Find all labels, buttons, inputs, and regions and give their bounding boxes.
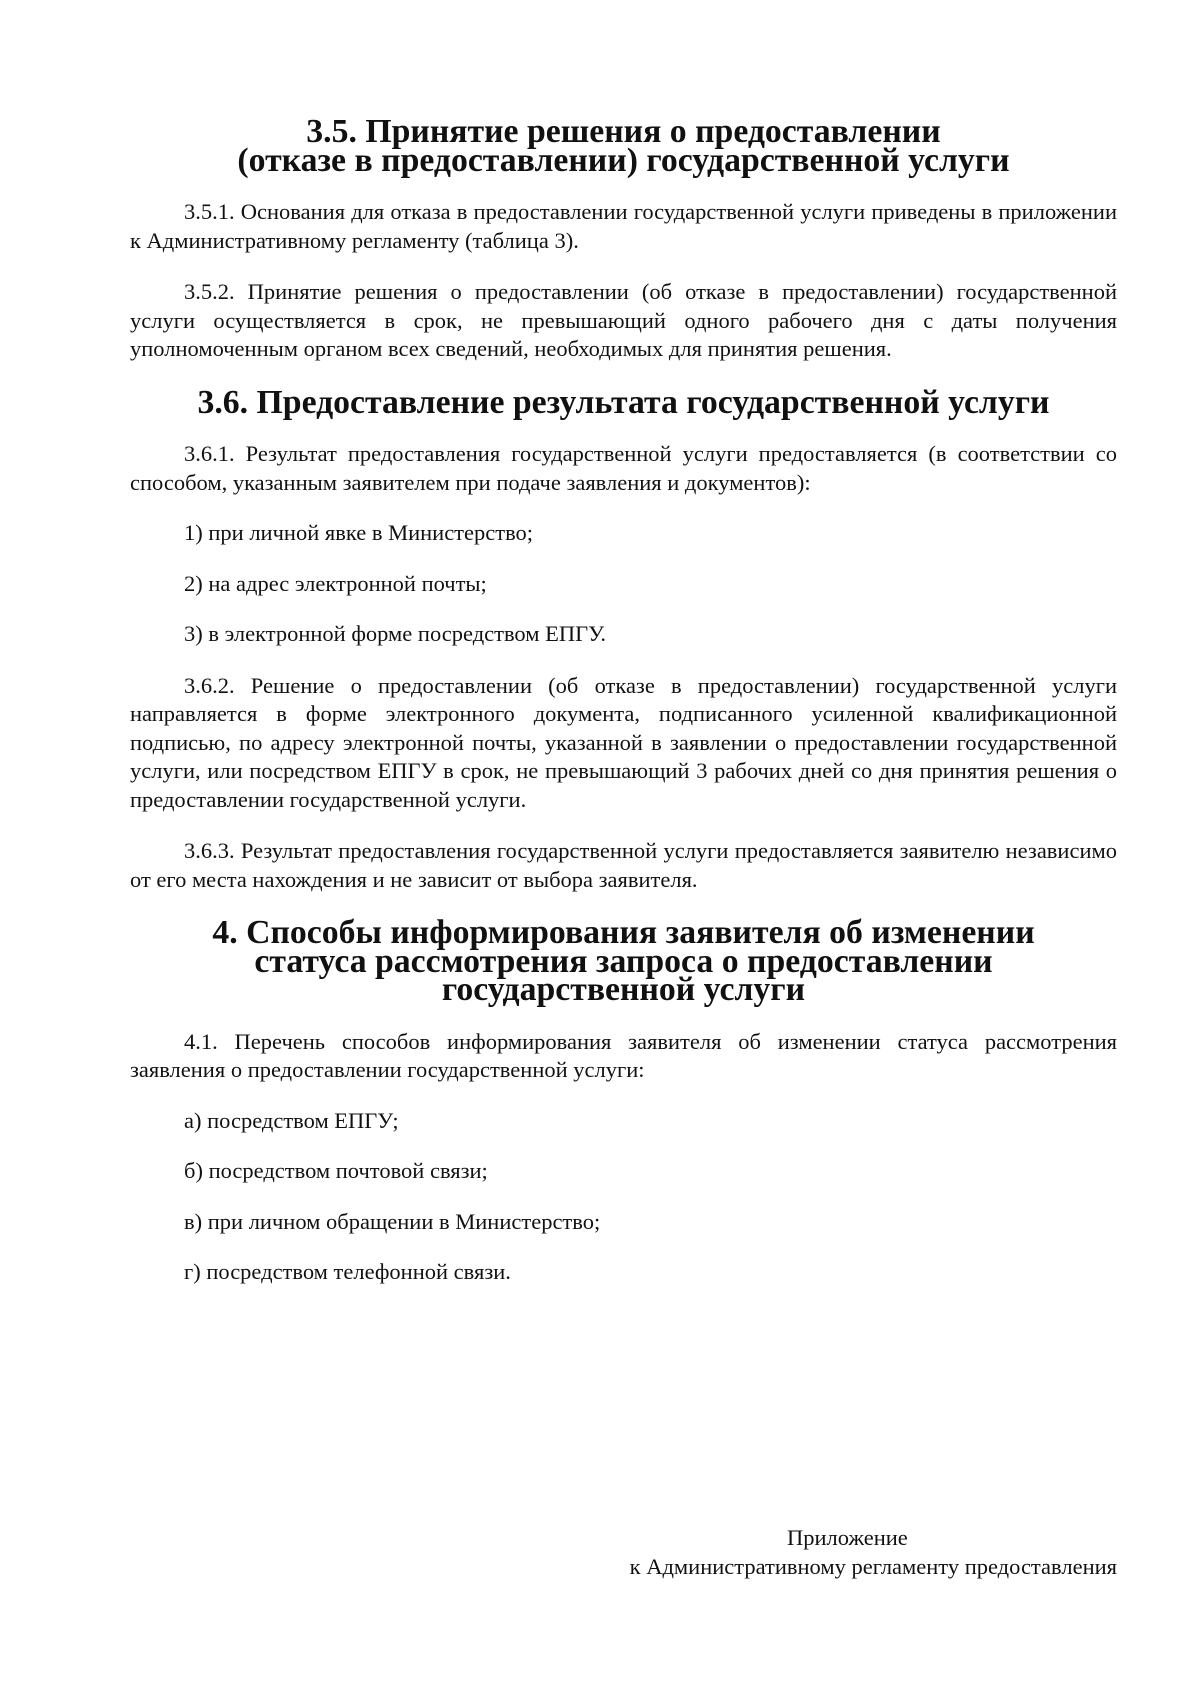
paragraph-3-6-1: 3.6.1. Результат предоставления государственной услуги предоставляется (в соответствии со способом, указанным заявителем при подаче заявления и документов): [130,441,1117,495]
paragraph-4-1: 4.1. Перечень способов информирования заявителя об изменении статуса рассмотрения заявления о предоставлении государственной услуги: [130,1028,1117,1082]
list-item-3-6-2: 2) на адрес электронной почты; [184,570,487,596]
list-item-4-a: а) посредством ЕПГУ; [184,1107,399,1133]
section-4-heading [130,914,1117,1008]
section-3-5-heading-line1: 3.5. Принятие решения о предоставлении [306,113,941,150]
section-4-heading-line1: 4. Способы информирования заявителя об изменении [212,914,1035,951]
section-4-heading-line2: статуса рассмотрения запроса о предоставлении [254,942,993,980]
list-item-4-d: г) посредством телефонной связи. [184,1259,511,1284]
section-4-heading-line3: государственной услуги [441,971,806,1008]
section-3-5-heading-line2: (отказе в предоставлении) государственной услуги [237,141,1010,179]
paragraph-3-5-2: 3.5.2. Принятие решения о предоставлении (об отказе в предоставлении) государственной услуги осуществляется в срок, не превышающий одного рабочего дня с даты получения уполномоченным органом всех сведений, необходимых для принятия решения. [130,279,1117,361]
list-item-3-6-1: 1) при личной явке в Министерство; [184,520,534,545]
section-3-6-heading-line1: 3.6. Предоставление результата государственной услуги [197,383,1050,421]
document-body [130,113,1117,1287]
list-item-4-c: в) при личном обращении в Министерство; [184,1208,601,1234]
list-item-3-6-3: 3) в электронной форме посредством ЕПГУ. [184,621,606,646]
paragraph-3-5-1: 3.5.1. Основания для отказа в предоставлении государственной услуги приведены в приложении к Административному регламенту (таблица 3). [130,199,1117,253]
section-3-6-heading [130,383,1117,421]
paragraph-3-6-2: 3.6.2. Решение о предоставлении (об отказе в предоставлении) государственной услуги направляется в форме электронного документа, подписанного усиленной квалификационной подписью, по адресу электронной почты, указанной в заявлении о предоставлении государственной услуги, или посредством ЕПГУ в срок, не превышающий 3 рабочих дней со дня принятия решения о предоставлении государственной услуги. [130,672,1117,812]
paragraph-3-6-3: 3.6.3. Результат предоставления государственной услуги предоставляется заявителю независимо от его места нахождения и не зависит от выбора заявителя. [130,838,1117,892]
section-3-5-heading [130,113,1117,179]
appendix-title: Приложение [787,1525,908,1550]
list-item-4-b: б) посредством почтовой связи; [184,1158,488,1183]
appendix-subtitle: к Административному регламенту предоставления [629,1554,1117,1579]
